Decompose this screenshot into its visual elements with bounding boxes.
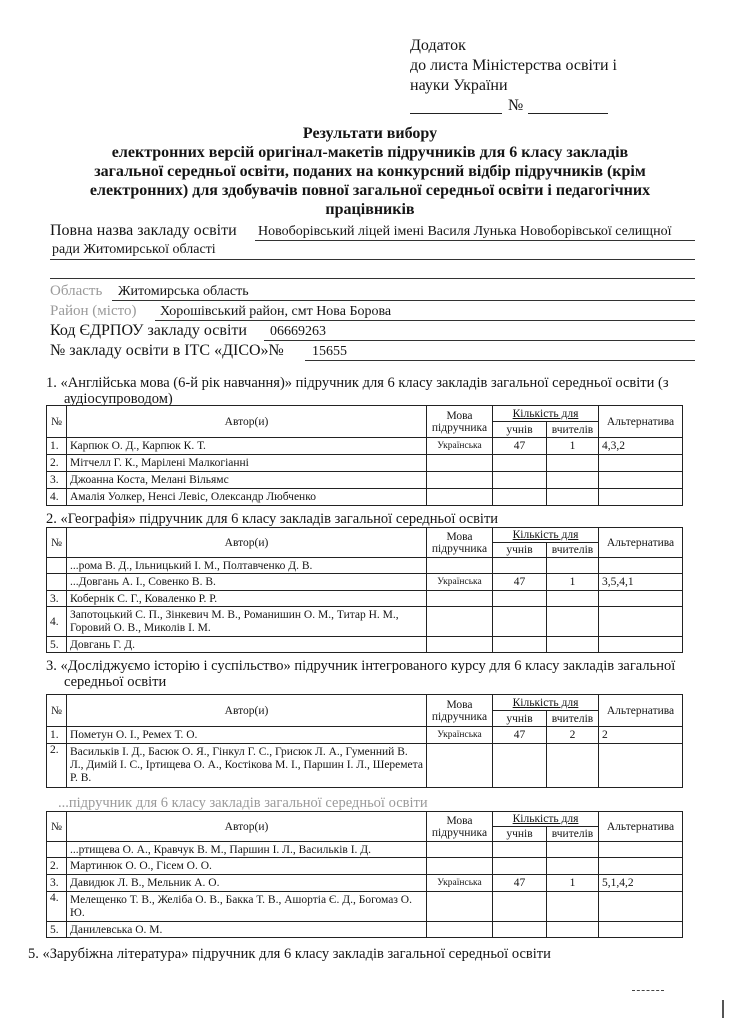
- row-teachers: 1: [547, 574, 599, 591]
- row-alt: 3,5,4,1: [599, 574, 683, 591]
- scan-mark: [632, 990, 664, 991]
- header-teachers: вчителів: [547, 827, 599, 842]
- section-title-line: ...підручник для 6 класу закладів загальної середньої освіти: [58, 795, 428, 811]
- row-lang: Українська: [427, 438, 493, 455]
- row-author: Амалія Уолкер, Ненсі Левіс, Олександр Любченко: [67, 489, 427, 506]
- row-lang: [427, 744, 493, 788]
- row-author: ...рома В. Д., Ільницький І. М., Полтавченко Д. В.: [67, 558, 427, 574]
- header-num: №: [47, 406, 67, 438]
- table-row: [47, 455, 683, 472]
- row-author: Мартинюк О. О., Гісем О. О.: [67, 858, 427, 875]
- row-alt: 2: [599, 727, 683, 744]
- row-lang: [427, 489, 493, 506]
- row-num: 2.: [47, 858, 67, 875]
- row-teachers: [547, 858, 599, 875]
- row-author: Джоанна Коста, Мелані Вільямс: [67, 472, 427, 489]
- header-lang: Мова підручника: [427, 812, 493, 842]
- title-line: загальної середньої освіти, поданих на конкурсний відбір підручників (крім: [94, 163, 646, 180]
- row-teachers: [547, 591, 599, 607]
- row-num: 5.: [47, 922, 67, 938]
- row-lang: Українська: [427, 727, 493, 744]
- header-alt: Альтернатива: [599, 406, 683, 438]
- row-num: 5.: [47, 637, 67, 653]
- table-row: [47, 558, 683, 574]
- header-author: Автор(и): [67, 695, 427, 727]
- title-line: електронних версій оригінал-макетів підручників для 6 класу закладів: [111, 144, 629, 161]
- section-title-line: 5. «Зарубіжна література» підручник для 6 класу закладів загальної середньої освіти: [28, 946, 551, 962]
- header-alt: Альтернатива: [599, 812, 683, 842]
- row-num: [47, 558, 67, 574]
- header-qty: Кількість для: [493, 812, 599, 827]
- row-students: [493, 922, 547, 938]
- school-name-label: Повна назва закладу освіти: [50, 222, 237, 239]
- row-author: ...ртищева О. А., Кравчук В. М., Паршин І. Л., Васильків І. Д.: [67, 842, 427, 858]
- row-teachers: [547, 744, 599, 788]
- row-alt: [599, 922, 683, 938]
- addendum-line: науки України: [410, 77, 508, 94]
- section-title: [46, 511, 706, 527]
- row-lang: [427, 892, 493, 922]
- row-num: 4.: [47, 489, 67, 506]
- row-alt: [599, 591, 683, 607]
- table-row: [47, 922, 683, 938]
- table-row: [47, 842, 683, 858]
- row-lang: [427, 858, 493, 875]
- row-teachers: [547, 558, 599, 574]
- row-author: Кобернік С. Г., Коваленко Р. Р.: [67, 591, 427, 607]
- header-author: Автор(и): [67, 812, 427, 842]
- header-students: учнів: [493, 543, 547, 558]
- row-lang: [427, 591, 493, 607]
- school-name-value: Новоборівський ліцей імені Василя Лунька Новоборівської селищної: [258, 224, 672, 239]
- header-num: №: [47, 695, 67, 727]
- row-num: 3.: [47, 591, 67, 607]
- row-lang: [427, 558, 493, 574]
- row-students: [493, 842, 547, 858]
- row-students: 47: [493, 574, 547, 591]
- district-label: Район (місто): [50, 303, 137, 319]
- row-author: ...Довгань А. І., Совенко В. В.: [67, 574, 427, 591]
- row-alt: [599, 892, 683, 922]
- row-students: 47: [493, 727, 547, 744]
- table-row: [47, 892, 683, 922]
- header-teachers: вчителів: [547, 711, 599, 727]
- row-students: 47: [493, 438, 547, 455]
- textbook-table: [46, 527, 683, 653]
- section-title-line: 1. «Англійська мова (6-й рік навчання)» підручник для 6 класу закладів загальної середньої освіти (з: [46, 375, 669, 391]
- header-alt: Альтернатива: [599, 528, 683, 558]
- table-row: [47, 574, 683, 591]
- table-row: [47, 472, 683, 489]
- row-lang: [427, 455, 493, 472]
- table-row: [47, 591, 683, 607]
- addendum-block: [410, 36, 617, 116]
- row-teachers: [547, 892, 599, 922]
- textbook-table: [46, 405, 683, 506]
- title-line: працівників: [325, 201, 415, 218]
- row-alt: 5,1,4,2: [599, 875, 683, 892]
- textbook-table: [46, 811, 683, 938]
- header-lang: Мова підручника: [427, 528, 493, 558]
- row-num: 3.: [47, 875, 67, 892]
- row-author: Мітчелл Г. К., Марілені Малкогіанні: [67, 455, 427, 472]
- table-row: [47, 744, 683, 788]
- header-qty: Кількість для: [493, 528, 599, 543]
- table-row: [47, 727, 683, 744]
- region-value: Житомирська область: [118, 284, 249, 299]
- row-students: [493, 591, 547, 607]
- header-num: №: [47, 528, 67, 558]
- row-alt: [599, 455, 683, 472]
- row-students: [493, 489, 547, 506]
- section-title: [46, 658, 706, 690]
- school-name-value-2: ради Житомирської області: [52, 242, 216, 257]
- row-alt: [599, 744, 683, 788]
- row-students: [493, 858, 547, 875]
- row-alt: [599, 842, 683, 858]
- row-num: 2.: [47, 455, 67, 472]
- header-lang: Мова підручника: [427, 406, 493, 438]
- row-teachers: [547, 607, 599, 637]
- row-alt: 4,3,2: [599, 438, 683, 455]
- row-students: [493, 637, 547, 653]
- addendum-line: Додаток: [410, 37, 466, 54]
- header-teachers: вчителів: [547, 543, 599, 558]
- section-title-line: аудіосупроводом): [64, 391, 173, 407]
- row-lang: [427, 637, 493, 653]
- header-author: Автор(и): [67, 406, 427, 438]
- region-label: Область: [50, 283, 103, 299]
- row-students: [493, 455, 547, 472]
- header-qty: Кількість для: [493, 406, 599, 422]
- section-title: [28, 946, 708, 962]
- row-num: 1.: [47, 438, 67, 455]
- row-students: [493, 744, 547, 788]
- row-teachers: [547, 922, 599, 938]
- header-lang: Мова підручника: [427, 695, 493, 727]
- row-alt: [599, 489, 683, 506]
- row-students: [493, 607, 547, 637]
- row-lang: [427, 922, 493, 938]
- textbook-table: [46, 694, 683, 788]
- row-num: 1.: [47, 727, 67, 744]
- row-students: [493, 892, 547, 922]
- title-line: електронних) для здобувачів повної загальної середньої освіти і педагогічних: [89, 182, 651, 199]
- row-teachers: 1: [547, 438, 599, 455]
- header-students: учнів: [493, 711, 547, 727]
- row-lang: Українська: [427, 875, 493, 892]
- header-students: учнів: [493, 827, 547, 842]
- table-row: [47, 489, 683, 506]
- row-alt: [599, 558, 683, 574]
- row-author: Запотоцький С. П., Зінкевич М. В., Романишин О. М., Титар Н. М., Горовий О. В., Миколів І. М.: [67, 607, 427, 637]
- addendum-line: до листа Міністерства освіти і: [410, 57, 617, 74]
- row-num: [47, 842, 67, 858]
- section-title: [46, 795, 706, 811]
- row-teachers: [547, 472, 599, 489]
- table-row: [47, 607, 683, 637]
- row-students: 47: [493, 875, 547, 892]
- row-alt: [599, 637, 683, 653]
- row-teachers: 2: [547, 727, 599, 744]
- number-sign: №: [508, 97, 524, 114]
- row-num: 3.: [47, 472, 67, 489]
- row-alt: [599, 858, 683, 875]
- row-author: Васильків І. Д., Басюк О. Я., Гінкул Г. С., Грисюк Л. А., Гуменний В. Л., Димій І. С., Іртищева О. А., Костікова М. І., Паршин І. Л., Шеремета Р. В.: [67, 744, 427, 788]
- row-alt: [599, 607, 683, 637]
- row-teachers: [547, 489, 599, 506]
- section-title-line: 2. «Географія» підручник для 6 класу закладів загальної середньої освіти: [46, 511, 499, 527]
- its-label: № закладу освіти в ІТС «ДІСО»№: [50, 342, 284, 359]
- row-author: Давидюк Л. В., Мельник А. О.: [67, 875, 427, 892]
- row-students: [493, 472, 547, 489]
- row-teachers: [547, 842, 599, 858]
- row-alt: [599, 472, 683, 489]
- row-num: [47, 574, 67, 591]
- section-title-line: 3. «Досліджуємо історію і суспільство» підручник інтегрованого курсу для 6 класу закладів загальної: [46, 658, 676, 674]
- title-line: Результати вибору: [302, 125, 438, 142]
- table-row: [47, 875, 683, 892]
- row-teachers: [547, 637, 599, 653]
- scan-mark: [722, 1000, 724, 1018]
- section-title-line: середньої освіти: [64, 674, 167, 690]
- row-num: 4.: [47, 607, 67, 637]
- row-lang: [427, 842, 493, 858]
- header-alt: Альтернатива: [599, 695, 683, 727]
- its-value: 15655: [312, 344, 347, 359]
- row-author: Данилевська О. М.: [67, 922, 427, 938]
- document-title: [40, 124, 700, 219]
- header-num: №: [47, 812, 67, 842]
- row-teachers: [547, 455, 599, 472]
- row-author: Карпюк О. Д., Карпюк К. Т.: [67, 438, 427, 455]
- edrpou-value: 06669263: [270, 324, 326, 339]
- addendum-number-line: [410, 96, 617, 116]
- table-row: [47, 637, 683, 653]
- header-teachers: вчителів: [547, 422, 599, 438]
- header-author: Автор(и): [67, 528, 427, 558]
- row-lang: [427, 472, 493, 489]
- district-value: Хорошівський район, смт Нова Борова: [160, 304, 392, 319]
- row-author: Пометун О. І., Ремех Т. О.: [67, 727, 427, 744]
- row-num: 2.: [47, 744, 67, 788]
- edrpou-label: Код ЄДРПОУ закладу освіти: [50, 322, 247, 339]
- row-lang: Українська: [427, 574, 493, 591]
- table-row: [47, 438, 683, 455]
- row-author: Довгань Г. Д.: [67, 637, 427, 653]
- row-author: Мелещенко Т. В., Желіба О. В., Бакка Т. В., Ашортіа Є. Д., Богомаз О. Ю.: [67, 892, 427, 922]
- row-students: [493, 558, 547, 574]
- row-teachers: 1: [547, 875, 599, 892]
- row-lang: [427, 607, 493, 637]
- header-qty: Кількість для: [493, 695, 599, 711]
- section-title: [46, 375, 706, 407]
- row-num: 4.: [47, 892, 67, 922]
- table-row: [47, 858, 683, 875]
- header-students: учнів: [493, 422, 547, 438]
